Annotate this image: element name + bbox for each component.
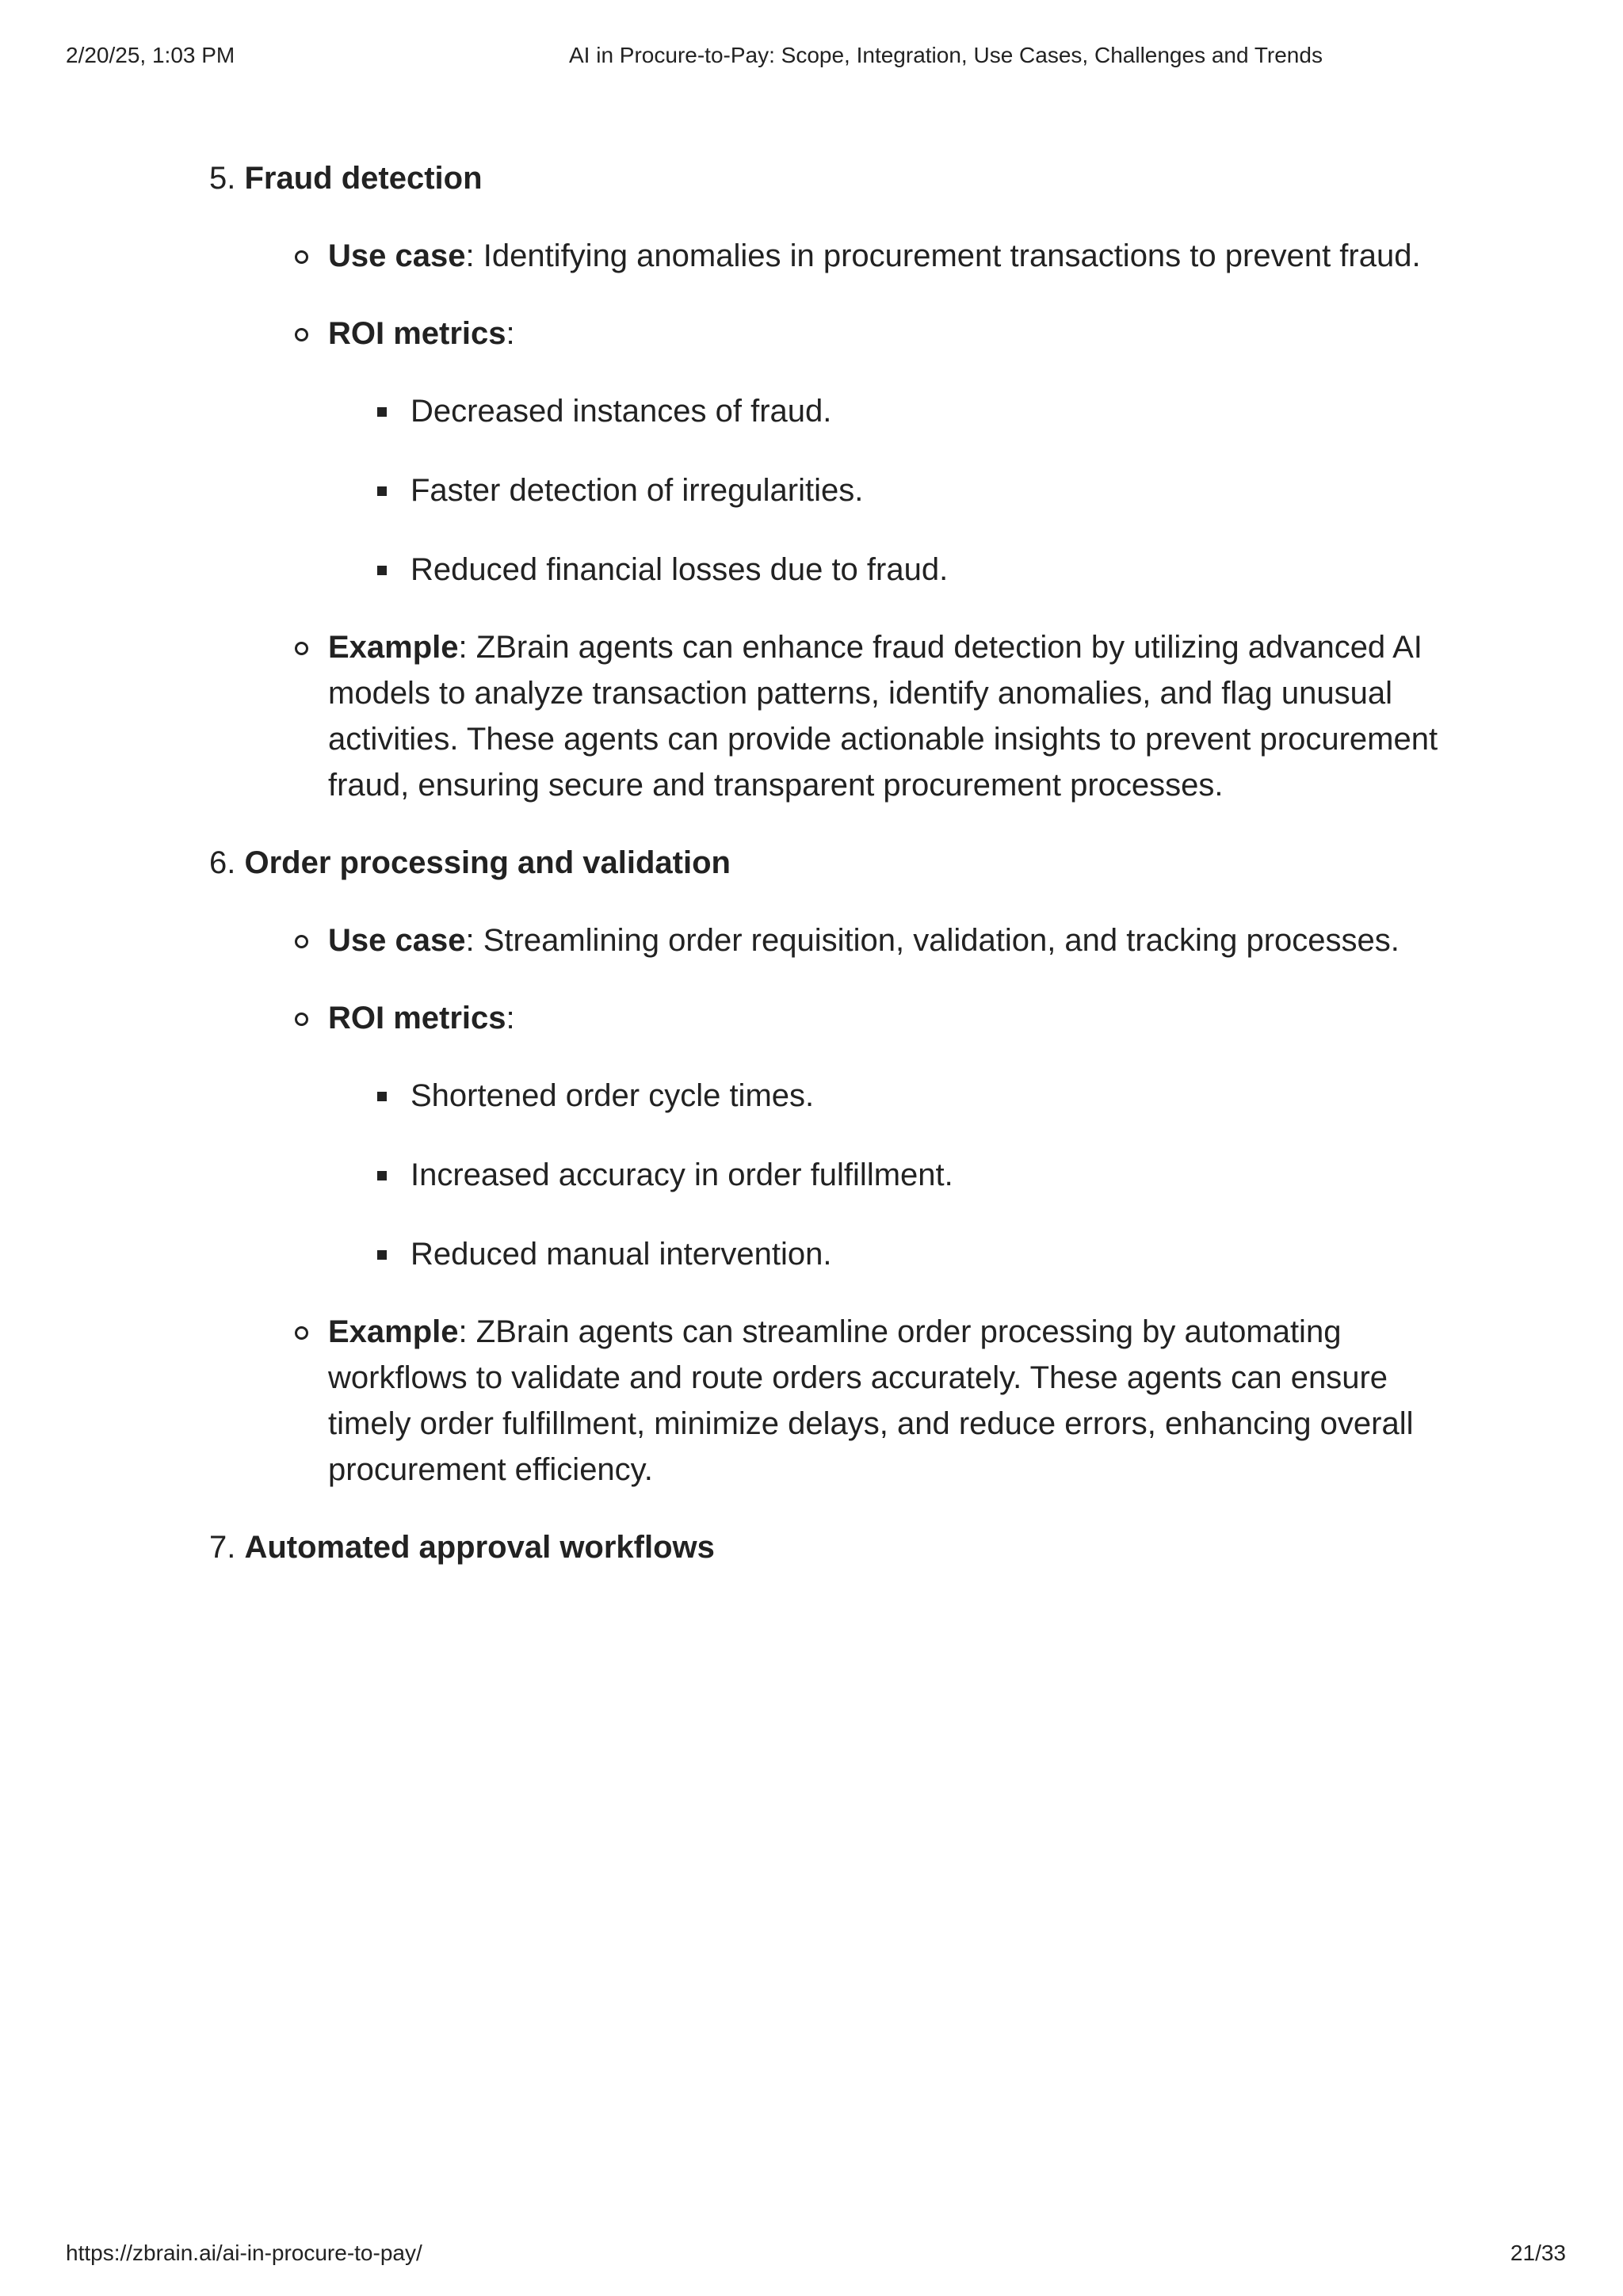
square-bullet-icon bbox=[377, 1250, 387, 1260]
print-date: 2/20/25, 1:03 PM bbox=[66, 43, 235, 67]
square-bullet-icon bbox=[377, 1171, 387, 1180]
hollow-bullet-icon bbox=[295, 642, 308, 655]
hollow-bullet-icon bbox=[295, 1326, 308, 1340]
section-heading bbox=[209, 155, 1477, 201]
use-case-item bbox=[328, 917, 1477, 963]
section-number: 7. bbox=[209, 1530, 236, 1565]
section-title: Order processing and validation bbox=[244, 845, 731, 880]
metric-text: Shortened order cycle times. bbox=[411, 1078, 815, 1113]
example-text: : ZBrain agents can enhance fraud detection by utilizing advanced AI models to analyze transaction patterns, identify anomalies, and flag unusual activities. These agents can provide actionable insights to prevent procurement fraud, ensuring secure and transparent procurement processes. bbox=[328, 630, 1438, 803]
example-item bbox=[328, 624, 1477, 808]
section-title: Fraud detection bbox=[244, 161, 483, 196]
hollow-bullet-icon bbox=[295, 935, 308, 948]
page-header bbox=[0, 41, 1623, 70]
use-case-text: : Identifying anomalies in procurement transactions to prevent fraud. bbox=[465, 238, 1421, 273]
metric-list bbox=[411, 388, 1477, 593]
sub-list bbox=[328, 233, 1477, 808]
use-case-text: : Streamlining order requisition, validation, and tracking processes. bbox=[465, 923, 1400, 958]
page-url: https://zbrain.ai/ai-in-procure-to-pay/ bbox=[66, 2241, 422, 2265]
example-text: : ZBrain agents can streamline order processing by automating workflows to validate and route orders accurately. These agents can ensure timely order fulfillment, minimize delays, and reduce errors, enhancing overall procurement efficiency. bbox=[328, 1314, 1414, 1487]
square-bullet-icon bbox=[377, 486, 387, 496]
hollow-bullet-icon bbox=[295, 250, 308, 264]
use-case-label: Use case bbox=[328, 923, 466, 958]
square-bullet-icon bbox=[377, 407, 387, 417]
use-case-item bbox=[328, 233, 1477, 279]
metric-item bbox=[411, 1152, 1477, 1198]
metric-text: Reduced manual intervention. bbox=[411, 1237, 832, 1272]
sub-list bbox=[328, 917, 1477, 1493]
example-label: Example bbox=[328, 1314, 459, 1349]
metric-text: Faster detection of irregularities. bbox=[411, 473, 864, 508]
metric-item bbox=[411, 388, 1477, 434]
square-bullet-icon bbox=[377, 1092, 387, 1101]
metric-text: Decreased instances of fraud. bbox=[411, 394, 832, 429]
hollow-bullet-icon bbox=[295, 1013, 308, 1026]
metric-item bbox=[411, 547, 1477, 593]
metric-item bbox=[411, 467, 1477, 513]
metric-item bbox=[411, 1231, 1477, 1277]
section-heading bbox=[209, 840, 1477, 886]
roi-metrics-item bbox=[328, 311, 1477, 593]
metric-list bbox=[411, 1073, 1477, 1277]
document-title: AI in Procure-to-Pay: Scope, Integration, Use Cases, Challenges and Trends bbox=[569, 43, 1323, 67]
page-footer bbox=[0, 2239, 1623, 2267]
section-order-processing bbox=[209, 840, 1477, 1493]
section-automated-approval bbox=[209, 1524, 1477, 1570]
roi-metrics-suffix: : bbox=[506, 1001, 515, 1035]
roi-metrics-label: ROI metrics bbox=[328, 1001, 506, 1035]
roi-metrics-suffix: : bbox=[506, 316, 515, 351]
page-number: 21/33 bbox=[1510, 2241, 1566, 2265]
use-case-label: Use case bbox=[328, 238, 466, 273]
hollow-bullet-icon bbox=[295, 328, 308, 341]
metric-text: Increased accuracy in order fulfillment. bbox=[411, 1158, 953, 1192]
metric-text: Reduced financial losses due to fraud. bbox=[411, 552, 949, 587]
example-label: Example bbox=[328, 630, 459, 665]
section-fraud-detection bbox=[209, 155, 1477, 808]
section-heading bbox=[209, 1524, 1477, 1570]
metric-item bbox=[411, 1073, 1477, 1119]
roi-metrics-item bbox=[328, 995, 1477, 1277]
section-title: Automated approval workflows bbox=[244, 1530, 715, 1565]
section-number: 5. bbox=[209, 161, 236, 196]
section-number: 6. bbox=[209, 845, 236, 880]
square-bullet-icon bbox=[377, 566, 387, 575]
example-item bbox=[328, 1309, 1477, 1493]
article-content bbox=[209, 155, 1477, 1570]
roi-metrics-label: ROI metrics bbox=[328, 316, 506, 351]
